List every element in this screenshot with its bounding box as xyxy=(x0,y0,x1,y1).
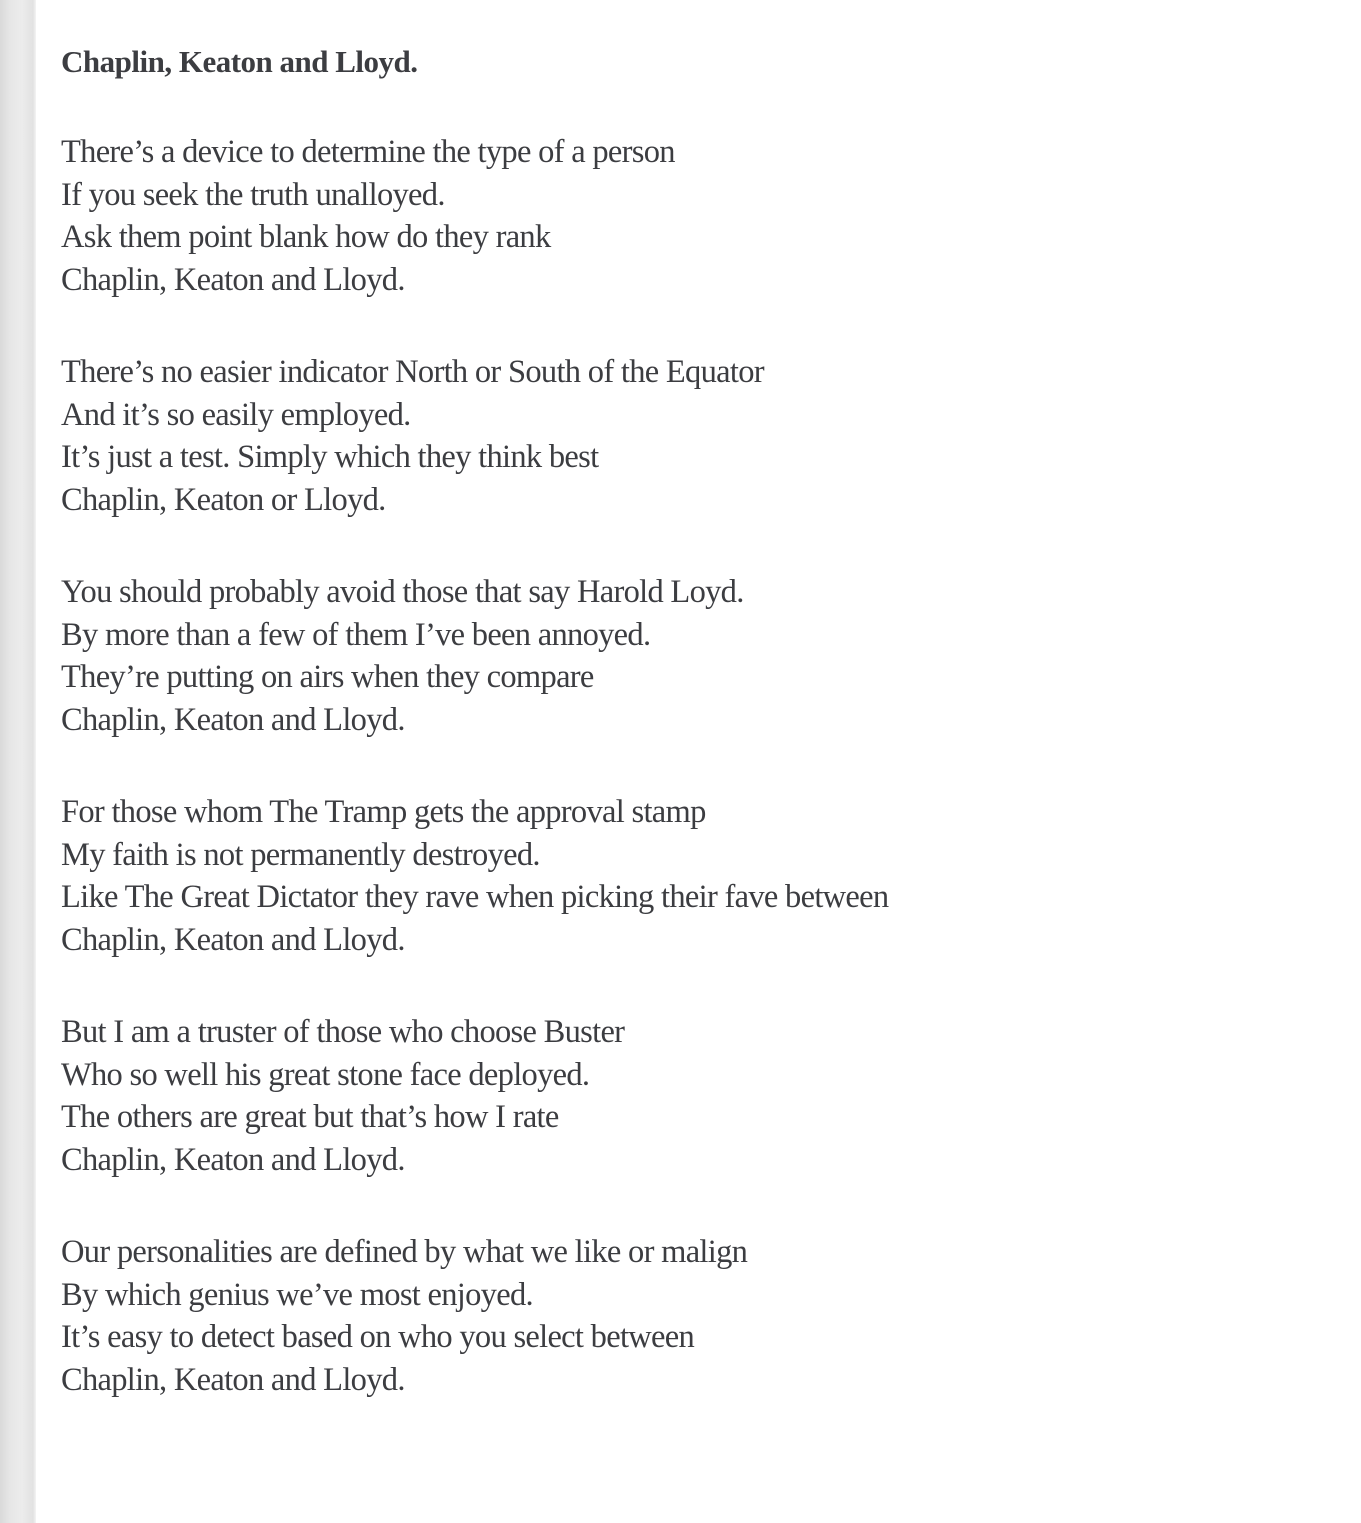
poem-line: Ask them point blank how do they rank xyxy=(61,219,551,255)
poem-line: Like The Great Dictator they rave when picking their fave between xyxy=(61,879,889,915)
poem-line: By more than a few of them I’ve been annoyed. xyxy=(61,616,651,653)
poem-line: For those whom The Tramp gets the approval stamp xyxy=(61,794,706,830)
poem xyxy=(61,38,1321,1401)
poem-line: Chaplin, Keaton or Lloyd. xyxy=(61,481,386,518)
poem-line: Our personalities are defined by what we like or malign xyxy=(61,1234,748,1270)
poem-line: It’s just a test. Simply which they think best xyxy=(61,439,599,475)
poem-line: Who so well his great stone face deployed. xyxy=(61,1056,590,1093)
poem-line: Chaplin, Keaton and Lloyd. xyxy=(61,921,405,958)
poem-line: The others are great but that’s how I rate xyxy=(61,1099,559,1135)
poem-line: But I am a truster of those who choose Buster xyxy=(61,1014,625,1050)
poem-line: By which genius we’ve most enjoyed. xyxy=(61,1276,533,1313)
page-left-edge xyxy=(0,0,36,1523)
poem-line: Chaplin, Keaton and Lloyd. xyxy=(61,1361,405,1398)
poem-line: You should probably avoid those that say Harold Loyd. xyxy=(61,574,744,610)
poem-title: Chaplin, Keaton and Lloyd. xyxy=(61,44,418,79)
stanza-6 xyxy=(61,1231,1321,1401)
poem-line: Chaplin, Keaton and Lloyd. xyxy=(61,701,405,738)
stanza-4 xyxy=(61,791,1321,961)
poem-line: There’s no easier indicator North or South of the Equator xyxy=(61,354,764,390)
stanza-1 xyxy=(61,131,1321,301)
stanza-3 xyxy=(61,571,1321,741)
title-spacer xyxy=(61,86,1321,131)
stanza-5 xyxy=(61,1011,1321,1181)
poem-line: There’s a device to determine the type of a person xyxy=(61,134,675,170)
poem-line: Chaplin, Keaton and Lloyd. xyxy=(61,261,405,298)
poem-line: If you seek the truth unalloyed. xyxy=(61,176,445,213)
poem-line: My faith is not permanently destroyed. xyxy=(61,836,540,873)
stanza-2 xyxy=(61,351,1321,521)
poem-line: It’s easy to detect based on who you select between xyxy=(61,1319,695,1355)
poem-line: Chaplin, Keaton and Lloyd. xyxy=(61,1141,405,1178)
poem-line: And it’s so easily employed. xyxy=(61,396,411,433)
poem-line: They’re putting on airs when they compare xyxy=(61,659,594,695)
